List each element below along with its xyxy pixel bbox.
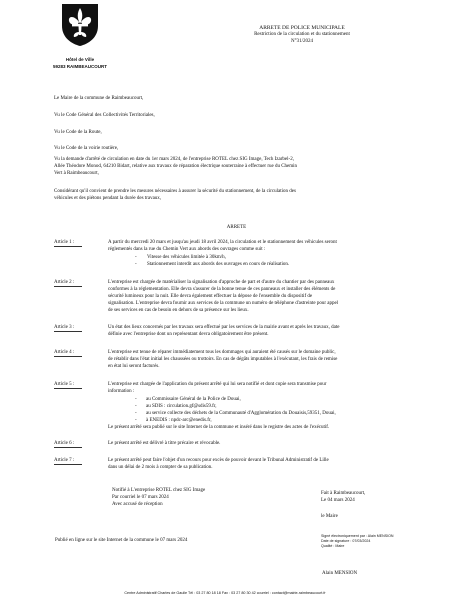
signature-role: le Maire [321,514,338,519]
article-3-underline [54,331,82,332]
article-1-line-2: réglementés dans la rue du Chemin Vert aux abords des ouvrages comme suit : [108,247,266,252]
article-6-label: Article 6 : [54,441,75,446]
article-1-bullet-1: Vitesse des véhicules limitée à 30km/h, [147,255,226,260]
signature-date: Le 04 mars 2024 [321,498,355,503]
article-2-label: Article 2 : [54,280,75,285]
article-1-bullet-2: Stationnement interdit aux abords des ouvrages en cours de réalisation. [147,262,290,267]
town-label: Hôtel de Ville [65,57,95,62]
article-1-line-1: A partir du mercredi 20 mars et jusqu'au jeudi 18 avril 2024, la circulation et le stationnement des véhicules seront [108,240,337,245]
article-5-bullet-1: au Commissaire Général de la Police de Douai, [146,397,241,402]
notification-line-2: Par courriel le 07 mars 2024 [112,495,169,500]
bullet-dash: - [135,404,137,409]
article-5-label: Article 5 : [54,382,75,387]
article-4-label: Article 4 : [54,350,75,355]
article-7-underline [54,464,82,465]
article-5-line-1: L'entreprise est chargée de l'application du présent arrêté qui lui sera notifié et dont copie sera transmise pour [108,382,327,387]
decree-number: N°31/2024 [291,39,313,44]
notification-line-1: Notifié à L'entreprise ROTEL chez SIG Image [112,488,206,493]
preamble-demande-line-1: Vu la demande d'arrêté de circulation en date du 1er mars 2024, de l'entreprise ROTEL chez SIG Image, Tech Izarbel-2, [54,157,294,162]
esign-line-2: Date de signature : 07/03/2024 [321,539,371,543]
article-5-underline [54,388,82,389]
article-4-underline [54,356,82,357]
decree-subtitle: Restriction de la circulation et du stationnement [254,32,350,37]
esign-line-1: Signé électroniquement par : Alain MENSION [321,534,394,538]
bullet-dash: - [135,411,137,416]
decree-title: ARRETE DE POLICE MUNICIPALE [259,25,345,31]
article-5-line-3: Le présent arrêté sera publié sur le site Internet de la commune et inséré dans le registre des actes de l'exécutif. [108,425,330,430]
preamble-voirie: Vu le Code de la voirie routière, [54,146,119,151]
publication-notice: Publié en ligne sur le site Internet de la commune le 07 mars 2024 [55,538,188,543]
article-2-line-3: sécurité lumineux pour la nuit. Elle devra également effectuer la dépose de l'ensemble du dispositif de [108,294,313,299]
article-7-label: Article 7 : [54,458,75,463]
article-3-label: Article 3 : [54,325,75,330]
town-postcode: 59283 RAIMBEAUCOURT [52,64,107,69]
article-2-line-2: conformes à la réglementation. Elle devra s'assurer de la bonne tenue de ces panneaux et installer des éléments de [108,287,336,292]
town-coat-of-arms [60,2,100,47]
signatory-name: Alain MENSION [322,571,358,576]
arrete-heading: ARRETE [226,225,247,230]
preamble-considerant-line-1: Considérant qu'il convient de prendre les mesures nécessaires à assurer la sécurité du stationnement, de la circulation des [54,189,296,194]
article-6-underline [54,447,82,448]
preamble-mayor: Le Maire de la commune de Raimbeaucourt, [54,96,144,101]
article-2-line-4: signalisation. L'entreprise devra fournir aux services de la commune un numéro de téléphone d'astreinte pour appel [108,301,339,306]
article-5-bullet-2: au SDIS : circulation.gf@sdis59.fr, [146,404,217,409]
article-1-label: Article 1 : [54,240,75,245]
preamble-cgct: Vu le Code Général des Collectivités Territoriales, [54,113,155,118]
article-3-line-1: Un état des lieux concernés par les travaux sera effectué par les services de la mairie avant et après les travaux, date [108,325,340,330]
bullet-dash: - [135,418,137,423]
article-5-bullet-4: à ENEDIS : npdc-arc@enedis.fr, [146,418,212,423]
esign-line-3: Qualité : Maire [321,544,345,548]
preamble-considerant-line-2: véhicules et des piétons pendant la durée des travaux, [54,196,162,201]
article-2-line-1: L'entreprise est chargée de matérialiser la signalisation d'approche de part et d'autre du chantier par des panneaux [108,280,335,285]
article-7-line-2: dans un délai de 2 mois à compter de sa publication. [108,465,213,470]
article-2-line-5: de ses services en cas de besoin en dehors de sa présence sur les lieux. [108,308,249,313]
article-4-line-1: L'entreprise est tenue de réparer immédiatement tous les dommages qui auraient été causés sur le domaine public, [108,350,336,355]
bullet-dash: - [135,262,137,267]
article-4-line-2: de rétablir dans l'état initial les chaussées ou trottoirs. En cas de dégâts imputables à l'exécutant, les frais de remise [108,357,338,362]
preamble-demande-line-2: Allée Théodore Monod, 64210 Bidart, relative aux travaux de réparation électrique souterraine à effectuer rue du Chemin [54,164,298,169]
article-2-underline [54,286,82,287]
article-6-line-1: Le présent arrêté est délivré à titre précaire et révocable. [108,441,221,446]
article-5-bullet-3: au service collecte des déchets de la Communauté d'Agglomération du Douaisis,59351, Douai, [146,411,336,416]
article-4-line-3: en état lui seront facturés. [108,364,160,369]
article-7-line-1: Le présent arrêté peut faire l'objet d'un recours pour excès de pouvoir devant le Tribunal Administratif de Lille [108,458,329,463]
article-1-underline [54,246,82,247]
footer-contact: Centre Administratif Charles de Gaulle Tél : 03 27 80 18 18 Fax : 03 27 80 30 42 courriel : contact@mairie-raimbeaucourt.fr [124,591,326,595]
notification-line-3: Avec accusé de réception [112,502,163,507]
preamble-route: Vu le Code de la Route, [54,130,102,135]
bullet-dash: - [135,397,137,402]
article-3-line-2: définie avec l'entreprise dont un représentant devra obligatoirement être présent. [108,332,269,337]
article-5-line-2: information : [108,389,135,394]
bullet-dash: - [135,255,137,260]
signature-place: Fait à Raimbeaucourt, [321,491,366,496]
preamble-demande-line-3: Vert à Raimbeaucourt, [54,171,99,176]
